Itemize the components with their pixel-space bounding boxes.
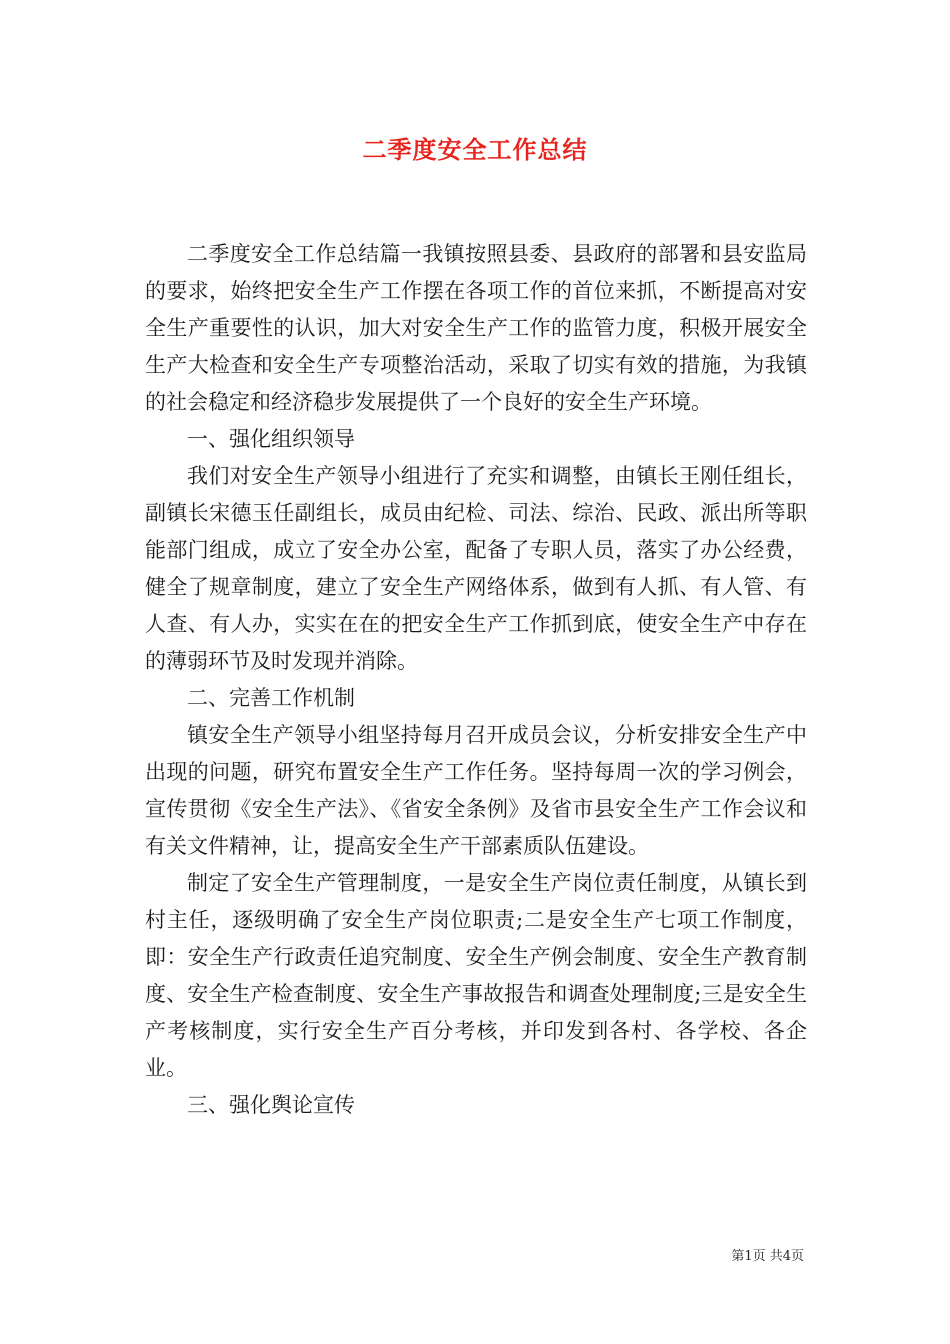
- document-body: [145, 236, 807, 1124]
- page-number: 第1页 共4页: [731, 1249, 804, 1264]
- section-heading-1: 一、强化组织领导: [187, 427, 355, 451]
- paragraph-management-system: 制定了安全生产管理制度，一是安全生产岗位责任制度，从镇长到村主任，逐级明确了安全生产岗位职责;二是安全生产七项工作制度，即：安全生产行政责任追究制度、安全生产例会制度、安全生产教育制度、安全生产检查制度、安全生产事故报告和调查处理制度;三是安全生产考核制度，实行安全生产百分考核，并印发到各村、各学校、各企业。: [145, 871, 807, 1080]
- section-heading-2: 二、完善工作机制: [187, 686, 355, 710]
- section-heading-3: 三、强化舆论宣传: [187, 1093, 355, 1117]
- paragraph-mechanism: 镇安全生产领导小组坚持每月召开成员会议，分析安排安全生产中出现的问题，研究布置安全生产工作任务。坚持每周一次的学习例会，宣传贯彻《安全生产法》、《省安全条例》及省市县安全生产工作会议和有关文件精神，让，提高安全生产干部素质队伍建设。: [145, 723, 807, 858]
- paragraph-intro: 二季度安全工作总结篇一我镇按照县委、县政府的部署和县安监局的要求，始终把安全生产工作摆在各项工作的首位来抓，不断提高对安全生产重要性的认识，加大对安全生产工作的监管力度，积极开展安全生产大检查和安全生产专项整治活动，采取了切实有效的措施，为我镇的社会稳定和经济稳步发展提供了一个良好的安全生产环境。: [145, 242, 807, 414]
- paragraph-organization: 我们对安全生产领导小组进行了充实和调整，由镇长王刚任组长，副镇长宋德玉任副组长，成员由纪检、司法、综治、民政、派出所等职能部门组成，成立了安全办公室，配备了专职人员，落实了办公经费，健全了规章制度，建立了安全生产网络体系，做到有人抓、有人管、有人查、有人办，实实在在的把安全生产工作抓到底，使安全生产中存在的薄弱环节及时发现并消除。: [145, 464, 807, 673]
- document-title: 二季度安全工作总结: [362, 135, 588, 164]
